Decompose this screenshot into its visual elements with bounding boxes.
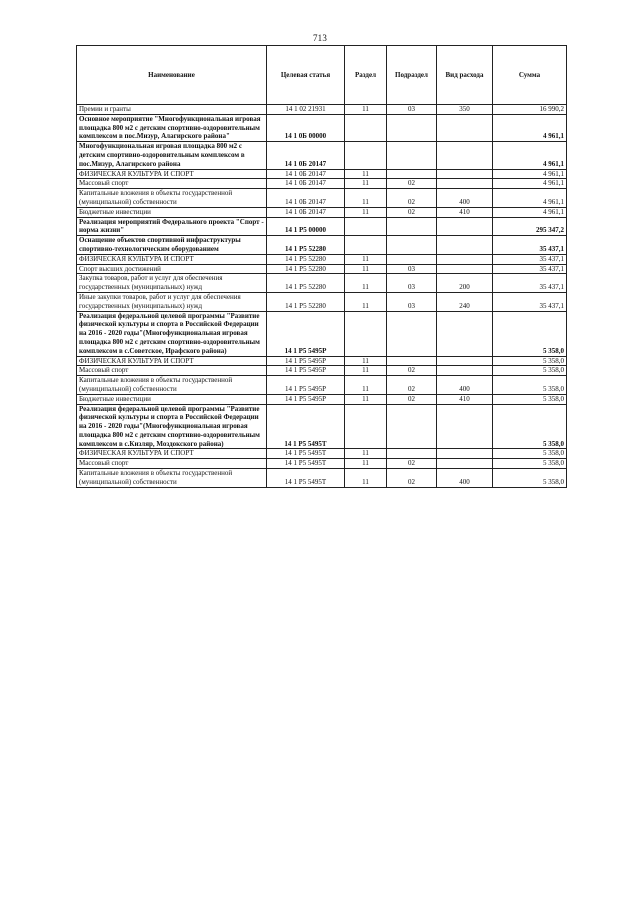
cell-subsection: 02 bbox=[387, 366, 437, 376]
cell-amount: 4 961,1 bbox=[493, 169, 567, 179]
cell-code: 14 1 P5 00000 bbox=[267, 217, 345, 236]
table-row bbox=[77, 236, 567, 255]
cell-subsection: 02 bbox=[387, 179, 437, 189]
cell-subsection: 03 bbox=[387, 274, 437, 293]
cell-name: Капитальные вложения в объекты государственной (муниципальной) собственности bbox=[77, 376, 267, 395]
cell-code: 14 1 P5 5495T bbox=[267, 449, 345, 459]
table-row bbox=[77, 274, 567, 293]
cell-code: 14 1 P5 5495P bbox=[267, 394, 345, 404]
table-row bbox=[77, 207, 567, 217]
cell-name: Оснащение объектов спортивной инфраструктуры спортивно-технологическим оборудованием bbox=[77, 236, 267, 255]
cell-amount: 5 358,0 bbox=[493, 469, 567, 488]
cell-name: Реализация мероприятий Федерального проекта "Спорт - норма жизни" bbox=[77, 217, 267, 236]
table-row bbox=[77, 169, 567, 179]
cell-amount: 35 437,1 bbox=[493, 264, 567, 274]
table-row bbox=[77, 376, 567, 395]
cell-subsection: 02 bbox=[387, 459, 437, 469]
cell-name: ФИЗИЧЕСКАЯ КУЛЬТУРА И СПОРТ bbox=[77, 169, 267, 179]
cell-name: ФИЗИЧЕСКАЯ КУЛЬТУРА И СПОРТ bbox=[77, 449, 267, 459]
cell-name: Премии и гранты bbox=[77, 105, 267, 115]
cell-section: 11 bbox=[345, 105, 387, 115]
cell-section: 11 bbox=[345, 207, 387, 217]
cell-code: 14 1 P5 52280 bbox=[267, 292, 345, 311]
cell-expense-type bbox=[437, 311, 493, 356]
cell-section: 11 bbox=[345, 469, 387, 488]
cell-amount: 5 358,0 bbox=[493, 449, 567, 459]
cell-expense-type: 410 bbox=[437, 207, 493, 217]
cell-expense-type bbox=[437, 254, 493, 264]
cell-expense-type bbox=[437, 114, 493, 141]
cell-code: 14 1 0Б 20147 bbox=[267, 189, 345, 208]
table-row bbox=[77, 449, 567, 459]
cell-section: 11 bbox=[345, 264, 387, 274]
cell-code: 14 1 P5 5495P bbox=[267, 366, 345, 376]
cell-expense-type: 240 bbox=[437, 292, 493, 311]
table-header-row bbox=[77, 46, 567, 105]
cell-section: 11 bbox=[345, 459, 387, 469]
cell-amount: 5 358,0 bbox=[493, 366, 567, 376]
cell-expense-type bbox=[437, 356, 493, 366]
cell-subsection: 03 bbox=[387, 292, 437, 311]
cell-name: Спорт высших достижений bbox=[77, 264, 267, 274]
cell-section: 11 bbox=[345, 376, 387, 395]
cell-subsection: 02 bbox=[387, 469, 437, 488]
table-row bbox=[77, 264, 567, 274]
cell-code: 14 1 P5 52280 bbox=[267, 274, 345, 293]
cell-name: Реализация федеральной целевой программы "Развитие физической культуры и спорта в Российской Федерации на 2016 - 2020 годы"(Многофункциональная игровая площадка 800 м2 с детским спортивно-оздоровительным комплексом в с.Советское, Ирафского района) bbox=[77, 311, 267, 356]
cell-name: Капитальные вложения в объекты государственной (муниципальной) собственности bbox=[77, 469, 267, 488]
cell-code: 14 1 P5 5495T bbox=[267, 459, 345, 469]
table-row bbox=[77, 366, 567, 376]
cell-code: 14 1 0Б 00000 bbox=[267, 114, 345, 141]
cell-section bbox=[345, 142, 387, 169]
table-row bbox=[77, 254, 567, 264]
cell-amount: 5 358,0 bbox=[493, 311, 567, 356]
cell-section: 11 bbox=[345, 254, 387, 264]
cell-amount: 4 961,1 bbox=[493, 207, 567, 217]
cell-code: 14 1 P5 5495T bbox=[267, 404, 345, 449]
cell-code: 14 1 P5 5495T bbox=[267, 469, 345, 488]
table-row bbox=[77, 142, 567, 169]
cell-section: 11 bbox=[345, 292, 387, 311]
table-row bbox=[77, 459, 567, 469]
cell-section: 11 bbox=[345, 169, 387, 179]
table-row bbox=[77, 394, 567, 404]
cell-amount: 5 358,0 bbox=[493, 404, 567, 449]
cell-subsection: 03 bbox=[387, 105, 437, 115]
cell-expense-type: 400 bbox=[437, 189, 493, 208]
cell-code: 14 1 02 21931 bbox=[267, 105, 345, 115]
cell-expense-type bbox=[437, 217, 493, 236]
table-row bbox=[77, 179, 567, 189]
cell-amount: 5 358,0 bbox=[493, 394, 567, 404]
cell-subsection bbox=[387, 142, 437, 169]
table-row bbox=[77, 311, 567, 356]
budget-table bbox=[76, 45, 567, 488]
table-row bbox=[77, 469, 567, 488]
cell-subsection: 02 bbox=[387, 207, 437, 217]
table-row bbox=[77, 356, 567, 366]
cell-section: 11 bbox=[345, 274, 387, 293]
table-row bbox=[77, 189, 567, 208]
cell-name: Закупка товаров, работ и услуг для обеспечения государственных (муниципальных) нужд bbox=[77, 274, 267, 293]
cell-expense-type bbox=[437, 264, 493, 274]
cell-subsection bbox=[387, 356, 437, 366]
cell-amount: 295 347,2 bbox=[493, 217, 567, 236]
table-row bbox=[77, 404, 567, 449]
cell-amount: 16 990,2 bbox=[493, 105, 567, 115]
cell-subsection bbox=[387, 236, 437, 255]
cell-expense-type bbox=[437, 459, 493, 469]
cell-amount: 5 358,0 bbox=[493, 356, 567, 366]
cell-subsection bbox=[387, 114, 437, 141]
cell-name: Капитальные вложения в объекты государственной (муниципальной) собственности bbox=[77, 189, 267, 208]
cell-name: Бюджетные инвестиции bbox=[77, 394, 267, 404]
cell-name: Реализация федеральной целевой программы "Развитие физической культуры и спорта в Российской Федерации на 2016 - 2020 годы"(Многофункциональная игровая площадка 800 м2 с детским спортивно-оздоровительным комплексом в с.Кизляр, Моздокского района) bbox=[77, 404, 267, 449]
cell-section: 11 bbox=[345, 366, 387, 376]
table-row bbox=[77, 114, 567, 141]
cell-expense-type: 200 bbox=[437, 274, 493, 293]
cell-subsection bbox=[387, 404, 437, 449]
cell-amount: 4 961,1 bbox=[493, 142, 567, 169]
cell-expense-type bbox=[437, 179, 493, 189]
cell-expense-type: 400 bbox=[437, 469, 493, 488]
cell-code: 14 1 0Б 20147 bbox=[267, 207, 345, 217]
header-section: Раздел bbox=[345, 46, 387, 105]
cell-subsection bbox=[387, 217, 437, 236]
cell-name: ФИЗИЧЕСКАЯ КУЛЬТУРА И СПОРТ bbox=[77, 356, 267, 366]
cell-code: 14 1 P5 5495P bbox=[267, 376, 345, 395]
cell-amount: 35 437,1 bbox=[493, 236, 567, 255]
page-number: 713 bbox=[312, 33, 328, 43]
cell-subsection: 02 bbox=[387, 394, 437, 404]
cell-code: 14 1 0Б 20147 bbox=[267, 142, 345, 169]
header-code: Целевая статья bbox=[267, 46, 345, 105]
cell-section bbox=[345, 404, 387, 449]
cell-amount: 4 961,1 bbox=[493, 114, 567, 141]
cell-code: 14 1 P5 5495P bbox=[267, 311, 345, 356]
cell-amount: 5 358,0 bbox=[493, 459, 567, 469]
cell-code: 14 1 P5 52280 bbox=[267, 264, 345, 274]
cell-code: 14 1 P5 5495P bbox=[267, 356, 345, 366]
cell-name: Массовый спорт bbox=[77, 459, 267, 469]
cell-subsection bbox=[387, 449, 437, 459]
cell-expense-type: 350 bbox=[437, 105, 493, 115]
cell-section: 11 bbox=[345, 179, 387, 189]
cell-expense-type: 400 bbox=[437, 376, 493, 395]
table-body bbox=[77, 105, 567, 488]
cell-section: 11 bbox=[345, 394, 387, 404]
cell-expense-type bbox=[437, 366, 493, 376]
cell-section bbox=[345, 217, 387, 236]
cell-name: ФИЗИЧЕСКАЯ КУЛЬТУРА И СПОРТ bbox=[77, 254, 267, 264]
cell-amount: 4 961,1 bbox=[493, 189, 567, 208]
cell-name: Массовый спорт bbox=[77, 179, 267, 189]
cell-code: 14 1 0Б 20147 bbox=[267, 179, 345, 189]
cell-section: 11 bbox=[345, 449, 387, 459]
cell-name: Основное мероприятие "Многофункциональная игровая площадка 800 м2 с детским спортивно-оздоровительным комплексом в пос.Мизур, Алагирского района" bbox=[77, 114, 267, 141]
cell-expense-type bbox=[437, 404, 493, 449]
cell-amount: 4 961,1 bbox=[493, 179, 567, 189]
cell-subsection bbox=[387, 311, 437, 356]
cell-subsection: 03 bbox=[387, 264, 437, 274]
cell-name: Массовый спорт bbox=[77, 366, 267, 376]
cell-amount: 35 437,1 bbox=[493, 292, 567, 311]
table-row bbox=[77, 217, 567, 236]
cell-section: 11 bbox=[345, 189, 387, 208]
cell-subsection bbox=[387, 169, 437, 179]
header-amount: Сумма bbox=[493, 46, 567, 105]
cell-amount: 5 358,0 bbox=[493, 376, 567, 395]
cell-subsection: 02 bbox=[387, 376, 437, 395]
cell-section bbox=[345, 114, 387, 141]
cell-section bbox=[345, 236, 387, 255]
cell-code: 14 1 0Б 20147 bbox=[267, 169, 345, 179]
header-subsection: Подраздел bbox=[387, 46, 437, 105]
cell-subsection bbox=[387, 254, 437, 264]
cell-subsection: 02 bbox=[387, 189, 437, 208]
table-row bbox=[77, 105, 567, 115]
cell-expense-type bbox=[437, 449, 493, 459]
cell-amount: 35 437,1 bbox=[493, 254, 567, 264]
table-row bbox=[77, 292, 567, 311]
cell-expense-type bbox=[437, 142, 493, 169]
cell-expense-type bbox=[437, 236, 493, 255]
cell-name: Иные закупки товаров, работ и услуг для обеспечения государственных (муниципальных) нужд bbox=[77, 292, 267, 311]
cell-code: 14 1 P5 52280 bbox=[267, 254, 345, 264]
cell-name: Многофункциональная игровая площадка 800 м2 с детским спортивно-оздоровительным комплексом в пос.Мизур, Алагирского района bbox=[77, 142, 267, 169]
cell-expense-type: 410 bbox=[437, 394, 493, 404]
cell-section: 11 bbox=[345, 356, 387, 366]
cell-section bbox=[345, 311, 387, 356]
header-expense-type: Вид расхода bbox=[437, 46, 493, 105]
header-name: Наименование bbox=[77, 46, 267, 105]
cell-expense-type bbox=[437, 169, 493, 179]
cell-amount: 35 437,1 bbox=[493, 274, 567, 293]
cell-name: Бюджетные инвестиции bbox=[77, 207, 267, 217]
cell-code: 14 1 P5 52280 bbox=[267, 236, 345, 255]
